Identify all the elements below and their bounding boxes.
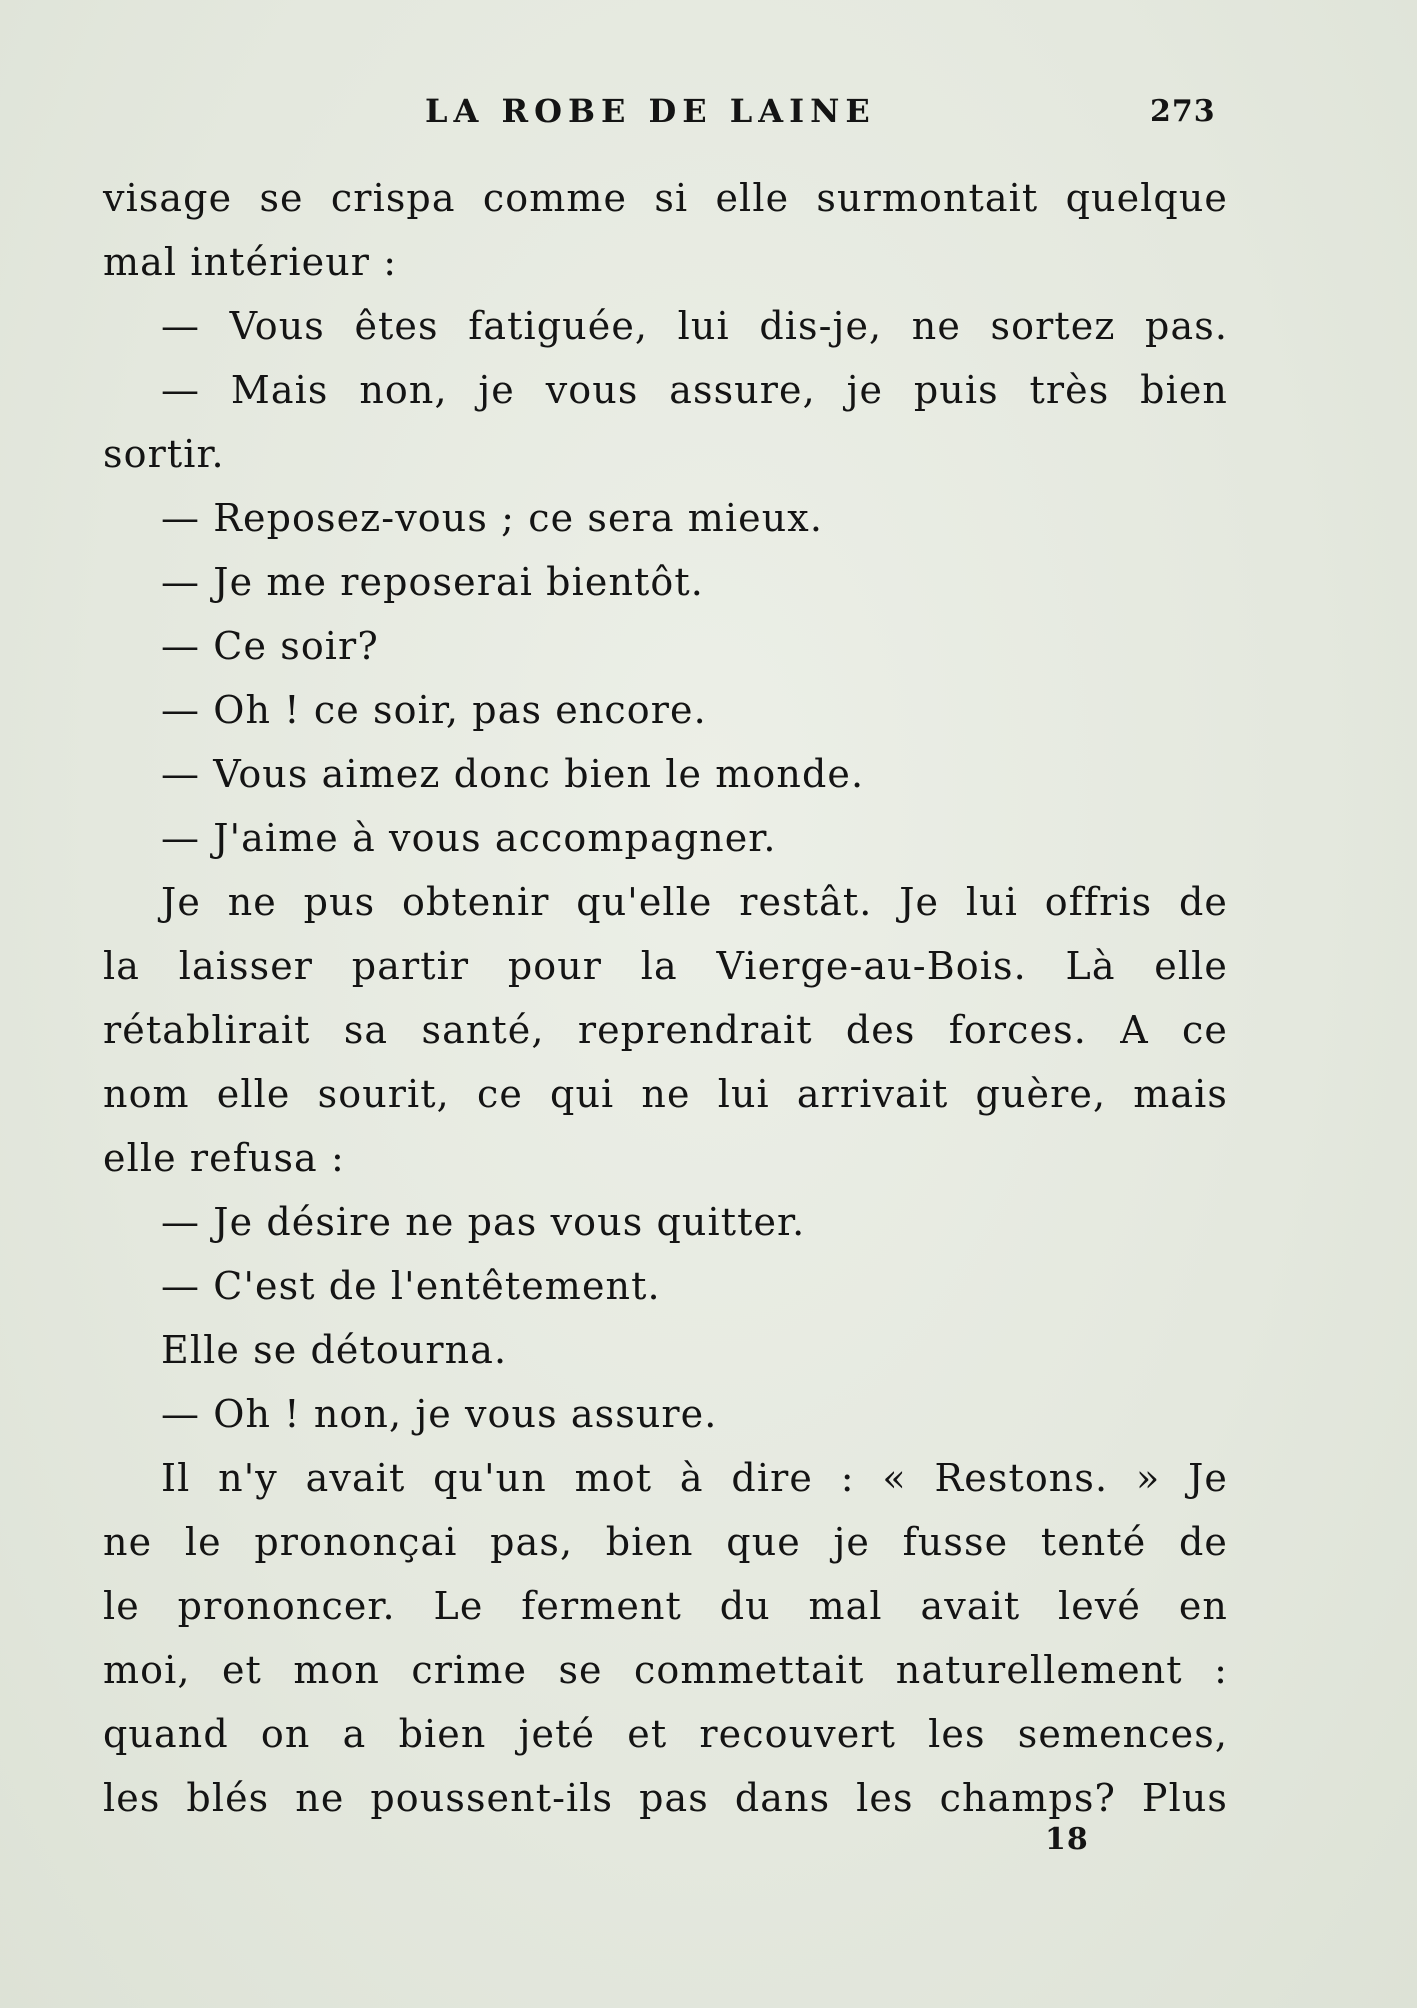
text-line: quand on a bien jeté et recouvert les semences, bbox=[103, 1712, 1228, 1756]
text-line: ne le prononçai pas, bien que je fusse tenté de bbox=[103, 1520, 1228, 1564]
text-line: mal intérieur : bbox=[103, 240, 398, 284]
paragraph-line: Il n'y avait qu'un mot à dire : « Restons. » Je bbox=[161, 1456, 1228, 1500]
text-line: le prononcer. Le ferment du mal avait levé en bbox=[103, 1584, 1228, 1628]
paragraph-line: Je ne pus obtenir qu'elle restât. Je lui offris de bbox=[161, 880, 1228, 924]
running-head bbox=[0, 92, 1417, 132]
text-line: rétablirait sa santé, reprendrait des forces. A ce bbox=[103, 1008, 1228, 1052]
text-line: moi, et mon crime se commettait naturellement : bbox=[103, 1648, 1228, 1692]
text-line: sortir. bbox=[103, 432, 225, 476]
dialogue-line: — Oh ! non, je vous assure. bbox=[161, 1392, 718, 1436]
text-line: les blés ne poussent-ils pas dans les champs? Plus bbox=[103, 1776, 1228, 1820]
paragraph-line: Elle se détourna. bbox=[161, 1328, 508, 1372]
dialogue-line: — Oh ! ce soir, pas encore. bbox=[161, 688, 707, 732]
body-text bbox=[103, 166, 1228, 1830]
running-title: LA ROBE DE LAINE bbox=[425, 92, 876, 130]
signature-mark: 18 bbox=[1045, 1822, 1089, 1857]
dialogue-line: — Je désire ne pas vous quitter. bbox=[161, 1200, 806, 1244]
dialogue-line: — Ce soir? bbox=[161, 624, 379, 668]
dialogue-line: — J'aime à vous accompagner. bbox=[161, 816, 777, 860]
dialogue-line: — Je me reposerai bientôt. bbox=[161, 560, 704, 604]
dialogue-line: — Vous aimez donc bien le monde. bbox=[161, 752, 865, 796]
text-line: nom elle sourit, ce qui ne lui arrivait guère, mais bbox=[103, 1072, 1228, 1116]
dialogue-line: — Reposez-vous ; ce sera mieux. bbox=[161, 496, 824, 540]
dialogue-line: — Mais non, je vous assure, je puis très bien bbox=[161, 368, 1228, 412]
text-line: elle refusa : bbox=[103, 1136, 345, 1180]
text-line: visage se crispa comme si elle surmontait quelque bbox=[103, 176, 1228, 220]
page-number: 273 bbox=[1150, 94, 1216, 129]
dialogue-line: — C'est de l'entêtement. bbox=[161, 1264, 661, 1308]
dialogue-line: — Vous êtes fatiguée, lui dis-je, ne sortez pas. bbox=[161, 304, 1228, 348]
text-line: la laisser partir pour la Vierge-au-Bois. Là elle bbox=[103, 944, 1228, 988]
